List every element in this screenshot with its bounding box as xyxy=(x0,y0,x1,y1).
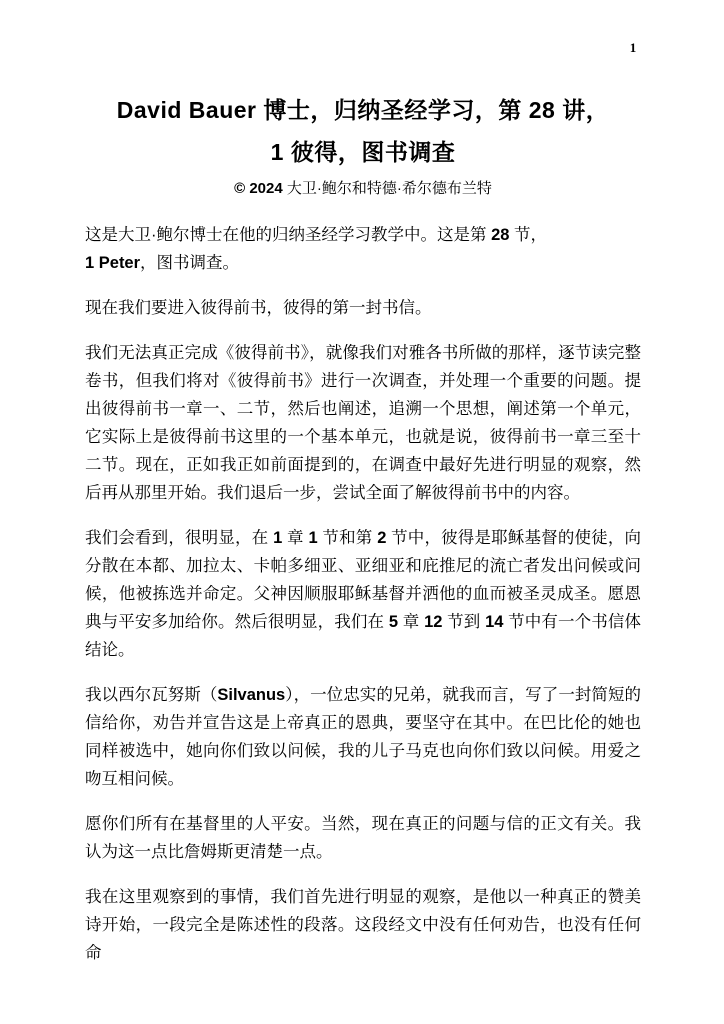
text-run: 节和第 xyxy=(317,529,378,547)
bold-text-run: 2 xyxy=(377,529,387,547)
bold-text-run: © 2024 xyxy=(234,180,287,197)
text-run: 我在这里观察到的事情，我们首先进行明显的观察，是他以一种真正的赞美诗开始，一段完全是陈述性的段落。这段经文中没有任何劝告，也没有任何命 xyxy=(85,888,641,962)
text-run: 节到 xyxy=(442,613,486,631)
bold-text-run: Silvanus xyxy=(217,686,286,704)
body-paragraphs xyxy=(85,221,641,967)
text-run: 节中，彼得是耶稣基督的使徒，向分散在本都、加拉太、卡帕多细亚、亚细亚和庇推尼的流亡者发出问候或问候，他被拣选并命定。父神因顺服耶稣基督并洒他的血而被圣灵成圣。愿恩典与平安多加给你。然后很明显，我们在 xyxy=(85,529,641,631)
bold-text-run: 5 xyxy=(388,613,399,631)
text-run: ，图书调查。 xyxy=(140,254,240,272)
text-run: 我们会看到，很明显，在 xyxy=(85,529,274,547)
text-run: 节， xyxy=(509,226,548,244)
title-line-1: David Bauer 博士，归纳圣经学习，第 28 讲， xyxy=(116,97,610,123)
page-number: 1 xyxy=(629,40,637,55)
bold-text-run: 1 Peter xyxy=(85,254,141,272)
bold-text-run: 12 xyxy=(424,613,443,631)
text-run: 章 xyxy=(398,613,425,631)
text-run: 我以西尔瓦努斯（ xyxy=(85,686,218,704)
text-run: 这是大卫·鲍尔博士在他的归纳圣经学习教学中。这是第 xyxy=(85,226,492,244)
bold-text-run: 28 xyxy=(491,226,510,244)
copyright-byline xyxy=(85,178,641,200)
paragraph xyxy=(85,681,641,793)
page-content xyxy=(85,0,641,967)
bold-text-run: 1 xyxy=(308,529,318,547)
text-run: 节中有一个书信体结论。 xyxy=(85,613,641,659)
text-run: 愿你们所有在基督里的人平安。当然，现在真正的问题与信的正文有关。我认为这一点比詹姆斯更清楚一点。 xyxy=(85,815,641,861)
bold-text-run: 14 xyxy=(485,613,504,631)
paragraph xyxy=(85,339,641,507)
text-run: 章 xyxy=(282,529,309,547)
title-line-2: 1 彼得，图书调查 xyxy=(270,139,456,165)
document-title xyxy=(85,89,641,173)
text-run: 大卫·鲍尔和特德·希尔德布兰特 xyxy=(286,180,492,197)
paragraph xyxy=(85,221,641,277)
paragraph xyxy=(85,883,641,967)
bold-text-run: 1 xyxy=(273,529,283,547)
text-run: 我们无法真正完成《彼得前书》，就像我们对雅各书所做的那样，逐节读完整卷书，但我们将对《彼得前书》进行一次调查，并处理一个重要的问题。提出彼得前书一章一、二节，然后也阐述，追溯一个思想，阐述第一个单元，它实际上是彼得前书这里的一个基本单元，也就是说，彼得前书一章三至十二节。现在，正如我正如前面提到的，在调查中最好先进行明显的观察，然后再从那里开始。我们退后一步，尝试全面了解彼得前书中的内容。 xyxy=(85,344,641,502)
text-run: 现在我们要进入彼得前书，彼得的第一封书信。 xyxy=(85,299,432,317)
paragraph xyxy=(85,810,641,866)
paragraph xyxy=(85,524,641,664)
text-run: ），一位忠实的兄弟，就我而言，写了一封简短的信给你，劝告并宣告这是上帝真正的恩典，要坚守在其中。在巴比伦的她也同样被选中，她向你们致以问候，我的儿子马克也向你们致以问候。用爱之吻互相问候。 xyxy=(85,686,642,788)
paragraph xyxy=(85,294,641,322)
